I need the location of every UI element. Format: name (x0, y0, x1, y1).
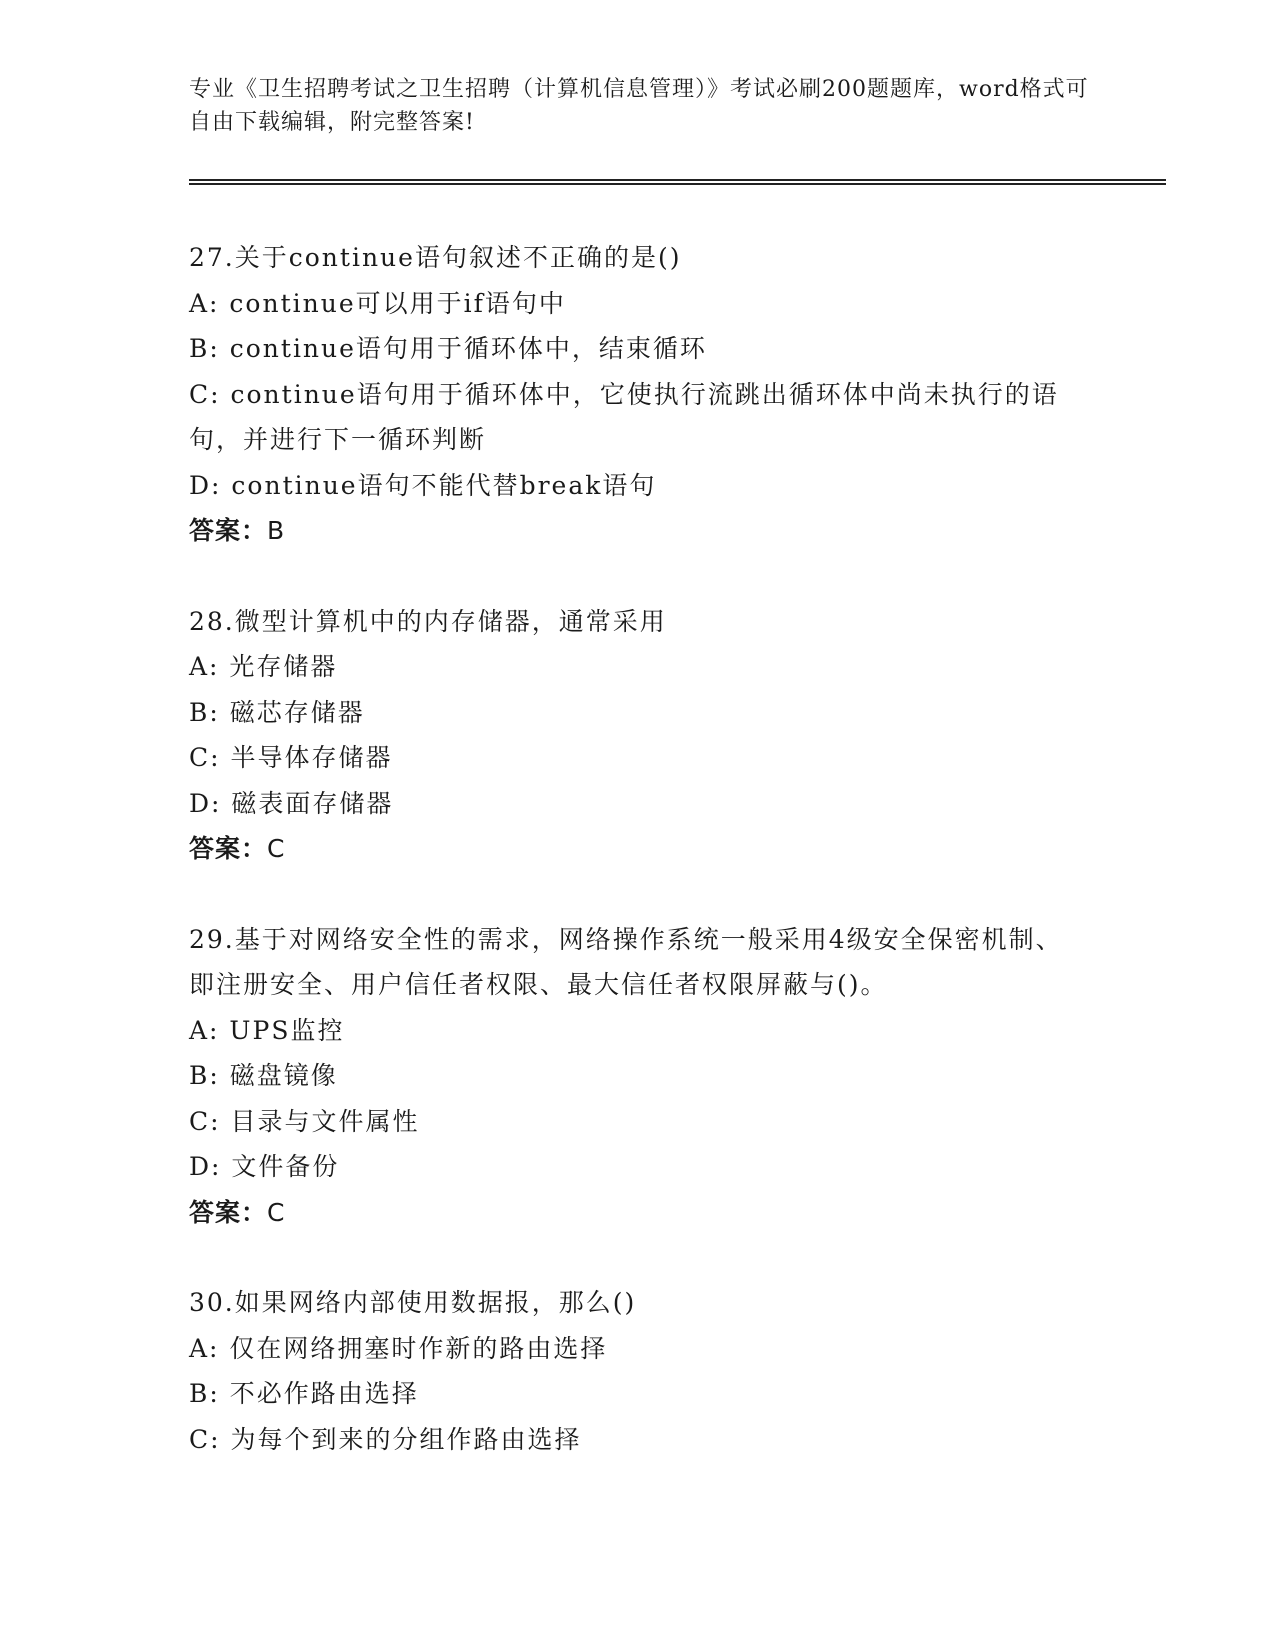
question-27 (189, 235, 1089, 554)
answer-label: 答案： (189, 1197, 268, 1227)
answer-value: C (267, 1197, 286, 1227)
question-28 (189, 599, 1089, 872)
option-c: C: 为每个到来的分组作路由选择 (189, 1424, 582, 1454)
question-30 (189, 1280, 1089, 1462)
question-stem: 27.关于continue语句叙述不正确的是() (189, 243, 682, 272)
question-list (189, 235, 1089, 1507)
question-stem: 29.基于对网络安全性的需求，网络操作系统一般采用4级安全保密机制、即注册安全、用户信任者权限、最大信任者权限屏蔽与()。 (189, 924, 1063, 999)
document-header: 专业《卫生招聘考试之卫生招聘（计算机信息管理）》考试必刷200题题库，word格式可自由下载编辑，附完整答案! (189, 77, 1089, 135)
answer-value: B (267, 516, 286, 545)
option-a: A: 仅在网络拥塞时作新的路由选择 (189, 1333, 608, 1363)
option-d: D: continue语句不能代替break语句 (189, 470, 657, 500)
answer-label: 答案： (189, 516, 268, 545)
header-divider (189, 179, 1166, 185)
question-29 (189, 917, 1089, 1236)
option-c: C: 半导体存储器 (189, 743, 393, 772)
answer-label: 答案： (189, 834, 268, 863)
answer-value: C (267, 834, 286, 863)
option-a: A: continue可以用于if语句中 (189, 288, 566, 318)
option-b: B: continue语句用于循环体中，结束循环 (189, 334, 707, 363)
question-stem: 28.微型计算机中的内存储器，通常采用 (189, 606, 667, 636)
option-d: D: 文件备份 (189, 1152, 340, 1181)
option-b: B: 磁芯存储器 (189, 697, 365, 727)
option-a: A: UPS监控 (189, 1015, 345, 1045)
option-d: D: 磁表面存储器 (189, 788, 394, 818)
question-stem: 30.如果网络内部使用数据报，那么() (189, 1288, 637, 1317)
answer-line (189, 508, 1089, 554)
option-c: C: 目录与文件属性 (189, 1106, 420, 1136)
option-a: A: 光存储器 (189, 652, 338, 681)
option-b: B: 磁盘镜像 (189, 1061, 338, 1090)
option-b: B: 不必作路由选择 (189, 1379, 419, 1408)
answer-line (189, 826, 1089, 872)
answer-line (189, 1190, 1089, 1236)
option-c: C: continue语句用于循环体中，它使执行流跳出循环体中尚未执行的语句，并进行下一循环判断 (189, 379, 1059, 454)
